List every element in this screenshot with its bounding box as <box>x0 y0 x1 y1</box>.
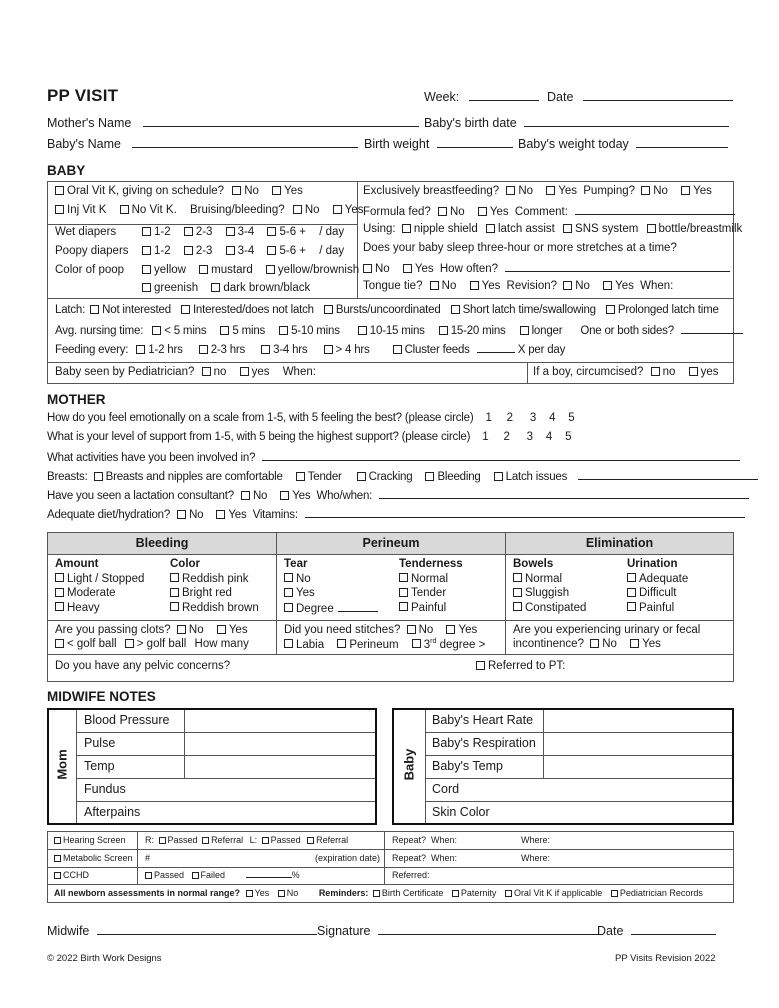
poopy-2-3-checkbox[interactable] <box>184 246 193 255</box>
tenderness-painful-checkbox[interactable] <box>399 602 408 611</box>
poop-yellow-brownish-checkbox[interactable] <box>266 265 275 274</box>
circumcised-yes-checkbox[interactable] <box>689 367 698 376</box>
reminder-pediatrician-records-checkbox[interactable] <box>611 890 618 897</box>
elimination-bowels-group: Bowels Normal Sluggish Constipated <box>513 558 587 614</box>
support-5[interactable]: 5 <box>565 431 572 443</box>
footer-date-field[interactable] <box>597 924 716 938</box>
metabolic-expiration-label: (expiration date) <box>315 853 381 863</box>
oral-vitk-row: Oral Vit K, giving on schedule? No Yes <box>55 185 303 197</box>
baby-respiration-input[interactable] <box>545 734 731 754</box>
poop-color-options-row2: greenish dark brown/black <box>142 282 310 294</box>
clots-row: Are you passing clots? No Yes <box>55 624 248 636</box>
breastfeeding-no-checkbox[interactable] <box>506 186 515 195</box>
cluster-count-input[interactable] <box>477 342 515 353</box>
poop-color-label: Color of poop <box>55 264 125 276</box>
hearing-r-passed-checkbox[interactable] <box>159 837 166 844</box>
pediatrician-yes-checkbox[interactable] <box>240 367 249 376</box>
reminder-oral-vitk-checkbox[interactable] <box>505 890 512 897</box>
perineum-tenderness-group: Tenderness Normal Tender Painful <box>399 558 463 614</box>
stitches-labia-checkbox[interactable] <box>284 639 293 648</box>
wet-1-2-checkbox[interactable] <box>142 227 151 236</box>
birth-weight-label: Birth weight <box>364 137 430 151</box>
reminder-paternity-checkbox[interactable] <box>452 890 459 897</box>
breasts-bleeding-checkbox[interactable] <box>425 472 434 481</box>
week-label: Week: <box>424 90 460 104</box>
footer-date-label: Date <box>597 924 624 938</box>
wet-diapers-label: Wet diapers <box>55 226 117 238</box>
oral-vitk-yes-checkbox[interactable] <box>272 186 281 195</box>
mom-temp-input[interactable] <box>186 757 374 777</box>
oral-vitk-checkbox[interactable] <box>55 186 64 195</box>
breastfeeding-yes-checkbox[interactable] <box>546 186 555 195</box>
clot-large-checkbox[interactable] <box>125 639 134 648</box>
support-scale-row: What is your level of support from 1-5, with 5 being the highest support? (please circle) 1 2 3 4 5 <box>47 431 572 443</box>
urination-adequate-checkbox[interactable] <box>627 573 636 582</box>
breasts-cracking-checkbox[interactable] <box>357 472 366 481</box>
wet-diapers-options: 1-2 2-3 3-4 5-6 + / day <box>142 226 344 238</box>
cluster-feeds-checkbox[interactable] <box>393 345 402 354</box>
poop-mustard-checkbox[interactable] <box>199 265 208 274</box>
poopy-3-4-checkbox[interactable] <box>226 246 235 255</box>
babys-name-field[interactable] <box>47 137 358 151</box>
tear-no-checkbox[interactable] <box>284 573 293 582</box>
signature-label: Signature <box>317 924 371 938</box>
poopy-diapers-options: 1-2 2-3 3-4 5-6 + / day <box>142 245 344 257</box>
tear-yes-checkbox[interactable] <box>284 588 293 597</box>
diet-no-checkbox[interactable] <box>177 510 186 519</box>
revision-text: PP Visits Revision 2022 <box>615 953 716 964</box>
date-label: Date <box>547 90 574 104</box>
urination-difficult-checkbox[interactable] <box>627 588 636 597</box>
baby-row-skin-color: Skin Color <box>432 805 490 819</box>
wet-3-4-checkbox[interactable] <box>226 227 235 236</box>
no-vitk-checkbox[interactable] <box>120 205 129 214</box>
latch-prolonged-checkbox[interactable] <box>606 305 615 314</box>
sleep-yes-checkbox[interactable] <box>403 264 412 273</box>
metabolic-screen-checkbox[interactable] <box>54 855 61 862</box>
poopy-1-2-checkbox[interactable] <box>142 246 151 255</box>
hearing-r-referral-checkbox[interactable] <box>202 837 209 844</box>
feeding-1-2-checkbox[interactable] <box>136 345 145 354</box>
hearing-screen-checkbox[interactable] <box>54 837 61 844</box>
nursing-15-20-checkbox[interactable] <box>439 326 448 335</box>
emotional-2[interactable]: 2 <box>506 412 513 424</box>
tongue-tie-yes-checkbox[interactable] <box>470 281 479 290</box>
metabolic-where-label: Where: <box>521 853 551 863</box>
cchd-failed-checkbox[interactable] <box>192 872 199 879</box>
urination-painful-checkbox[interactable] <box>627 602 636 611</box>
breasts-tender-checkbox[interactable] <box>296 472 305 481</box>
tongue-tie-row: Tongue tie? No Yes Revision? No Yes When: <box>363 280 674 292</box>
mom-row-blood-pressure: Blood Pressure <box>84 713 170 727</box>
mothers-name-field[interactable] <box>47 116 419 130</box>
babys-weight-today-label: Baby's weight today <box>518 137 629 151</box>
diet-row: Adequate diet/hydration? No Yes Vitamins: <box>47 507 745 521</box>
hearing-results-cell: R: Passed Referral L: Passed Referral <box>145 835 349 845</box>
sleep-question: Does your baby sleep three-hour or more stretches at a time? <box>363 242 677 254</box>
feeding-gt4-checkbox[interactable] <box>324 345 333 354</box>
bruising-yes-checkbox[interactable] <box>333 205 342 214</box>
bruising-no-checkbox[interactable] <box>293 205 302 214</box>
mothers-name-label: Mother's Name <box>47 116 132 130</box>
poopy-diapers-label: Poopy diapers <box>55 245 129 257</box>
nursing-5-checkbox[interactable] <box>220 326 229 335</box>
emotional-1[interactable]: 1 <box>485 412 492 424</box>
formula-no-checkbox[interactable] <box>438 207 447 216</box>
sleep-no-checkbox[interactable] <box>363 264 372 273</box>
mom-row-fundus: Fundus <box>84 782 126 796</box>
stitches-no-checkbox[interactable] <box>407 625 416 634</box>
bowels-normal-checkbox[interactable] <box>513 573 522 582</box>
emotional-scale-row: How do you feel emotionally on a scale from 1-5, with 5 feeling the best? (please circle) 1 2 3 4 5 <box>47 412 575 424</box>
tear-degree-checkbox[interactable] <box>284 603 293 612</box>
baby-row-heart-rate: Baby's Heart Rate <box>432 713 534 727</box>
nipple-shield-checkbox[interactable] <box>402 224 411 233</box>
copyright-text: © 2022 Birth Work Designs <box>47 953 162 964</box>
metabolic-screen-cell: Metabolic Screen <box>54 853 133 863</box>
cchd-percent-input[interactable] <box>246 870 292 878</box>
support-2[interactable]: 2 <box>503 431 510 443</box>
latch-row: Latch: Not interested Interested/does not latch Bursts/uncoordinated Short latch time/swallowing Prolonged latch time <box>55 304 719 316</box>
formula-comment-input[interactable] <box>575 204 735 215</box>
normal-range-row: All newborn assessments in normal range? Yes No Reminders: Birth Certificate Paternity Oral Vit K if applicable Pediatrician Records <box>54 888 703 898</box>
bleeding-reddish-brown-checkbox[interactable] <box>170 602 179 611</box>
lactation-row: Have you seen a lactation consultant? No Yes Who/when: <box>47 488 749 502</box>
vitamins-input[interactable] <box>305 507 745 518</box>
tenderness-tender-checkbox[interactable] <box>399 588 408 597</box>
sns-system-checkbox[interactable] <box>563 224 572 233</box>
clot-size-row: < golf ball > golf ball How many <box>55 638 249 650</box>
pumping-yes-checkbox[interactable] <box>681 186 690 195</box>
nursing-5-10-checkbox[interactable] <box>279 326 288 335</box>
using-row: Using: nipple shield latch assist SNS system bottle/breastmilk <box>363 223 743 235</box>
revision-yes-checkbox[interactable] <box>603 281 612 290</box>
lactation-yes-checkbox[interactable] <box>280 491 289 500</box>
elimination-header: Elimination <box>506 533 733 554</box>
midwife-notes-title: MIDWIFE NOTES <box>47 689 156 704</box>
hearing-when-label: When: <box>431 835 458 845</box>
poop-dark-brown-checkbox[interactable] <box>211 283 220 292</box>
tongue-tie-no-checkbox[interactable] <box>430 281 439 290</box>
incontinence-row: incontinence? No Yes <box>513 638 661 650</box>
emotional-4[interactable]: 4 <box>549 412 556 424</box>
week-field[interactable] <box>424 90 539 104</box>
inj-vitk-row: Inj Vit K No Vit K. Bruising/bleeding? No Yes <box>55 204 364 216</box>
referred-pt-checkbox[interactable] <box>476 661 485 670</box>
feeding-2-3-checkbox[interactable] <box>199 345 208 354</box>
stitches-perineum-checkbox[interactable] <box>337 639 346 648</box>
mom-pulse-input[interactable] <box>186 734 374 754</box>
pediatrician-no-checkbox[interactable] <box>202 367 211 376</box>
bleeding-header: Bleeding <box>48 533 276 554</box>
normal-range-no-checkbox[interactable] <box>278 890 285 897</box>
baby-row-cord: Cord <box>432 782 460 796</box>
bleeding-light-checkbox[interactable] <box>55 573 64 582</box>
sleep-row: No Yes How often? <box>363 261 730 275</box>
breasts-comfortable-checkbox[interactable] <box>94 472 103 481</box>
breasts-latch-issues-checkbox[interactable] <box>494 472 503 481</box>
cchd-referred-label: Referred: <box>392 870 430 880</box>
lactation-who-input[interactable] <box>379 488 749 499</box>
babys-birth-date-field[interactable] <box>424 116 729 130</box>
clot-small-checkbox[interactable] <box>55 639 64 648</box>
latch-short-checkbox[interactable] <box>451 305 460 314</box>
nursing-lt5-checkbox[interactable] <box>152 326 161 335</box>
mom-row-pulse: Pulse <box>84 736 116 750</box>
bleeding-heavy-checkbox[interactable] <box>55 602 64 611</box>
hearing-screen-cell: Hearing Screen <box>54 835 126 845</box>
clots-yes-checkbox[interactable] <box>217 625 226 634</box>
support-3[interactable]: 3 <box>526 431 533 443</box>
incontinence-yes-checkbox[interactable] <box>630 639 639 648</box>
bowels-sluggish-checkbox[interactable] <box>513 588 522 597</box>
mother-section-title: MOTHER <box>47 392 106 407</box>
stitches-location-row: Labia Perineum 3rd degree > <box>284 638 485 651</box>
inj-vitk-checkbox[interactable] <box>55 205 64 214</box>
formula-yes-checkbox[interactable] <box>478 207 487 216</box>
oral-vitk-no-checkbox[interactable] <box>232 186 241 195</box>
mom-row-afterpains: Afterpains <box>84 805 141 819</box>
circumcised-no-checkbox[interactable] <box>651 367 660 376</box>
breastfeeding-row: Exclusively breastfeeding? No Yes Pumping? No Yes <box>363 185 712 197</box>
signature-field[interactable] <box>317 924 598 938</box>
poop-greenish-checkbox[interactable] <box>142 283 151 292</box>
latch-assist-checkbox[interactable] <box>486 224 495 233</box>
bleeding-color-group: Color Reddish pink Bright red Reddish brown <box>170 558 259 614</box>
support-1[interactable]: 1 <box>482 431 489 443</box>
clots-no-checkbox[interactable] <box>177 625 186 634</box>
nursing-longer-checkbox[interactable] <box>520 326 529 335</box>
mom-row-temp: Temp <box>84 759 115 773</box>
perineum-header: Perineum <box>277 533 505 554</box>
formula-row: Formula fed? No Yes Comment: <box>363 204 735 218</box>
bleeding-reddish-pink-checkbox[interactable] <box>170 573 179 582</box>
latch-not-interested-checkbox[interactable] <box>90 305 99 314</box>
page-title: PP VISIT <box>47 86 119 105</box>
incontinence-question-line1: Are you experiencing urinary or fecal <box>513 624 701 636</box>
bleeding-moderate-checkbox[interactable] <box>55 588 64 597</box>
bottle-breastmilk-checkbox[interactable] <box>647 224 656 233</box>
emotional-5[interactable]: 5 <box>568 412 575 424</box>
stitches-row: Did you need stitches? No Yes <box>284 624 478 636</box>
tear-degree-input[interactable] <box>338 601 378 612</box>
circumcised-row: If a boy, circumcised? no yes <box>533 366 719 378</box>
mom-side-label: Mom <box>54 749 70 780</box>
pumping-no-checkbox[interactable] <box>641 186 650 195</box>
poop-yellow-checkbox[interactable] <box>142 265 151 274</box>
cchd-results-cell: Passed Failed % <box>145 870 300 880</box>
feeding-3-4-checkbox[interactable] <box>261 345 270 354</box>
nursing-time-row: Avg. nursing time: < 5 mins 5 mins 5-10 mins 10-15 mins 15-20 mins longer One or both sides? <box>55 323 743 337</box>
breasts-notes-input[interactable] <box>578 469 758 480</box>
diet-yes-checkbox[interactable] <box>216 510 225 519</box>
hearing-l-passed-checkbox[interactable] <box>262 837 269 844</box>
bleeding-bright-red-checkbox[interactable] <box>170 588 179 597</box>
poopy-5-6-checkbox[interactable] <box>267 246 276 255</box>
metabolic-hash-label: # <box>145 853 151 863</box>
stitches-yes-checkbox[interactable] <box>446 625 455 634</box>
feeding-every-row: Feeding every: 1-2 hrs 2-3 hrs 3-4 hrs > 4 hrs Cluster feeds X per day <box>55 344 566 356</box>
normal-range-yes-checkbox[interactable] <box>246 890 253 897</box>
date-field[interactable] <box>547 90 733 104</box>
perineum-tear-group: Tear No Yes Degree <box>284 557 378 616</box>
hearing-where-label: Where: <box>521 835 551 845</box>
breasts-row: Breasts: Breasts and nipples are comfortable Tender Cracking Bleeding Latch issues <box>47 469 758 483</box>
bleeding-amount-group: Amount Light / Stopped Moderate Heavy <box>55 558 145 614</box>
revision-no-checkbox[interactable] <box>563 281 572 290</box>
lactation-no-checkbox[interactable] <box>241 491 250 500</box>
support-4[interactable]: 4 <box>545 431 553 443</box>
pediatrician-row: Baby seen by Pediatrician? no yes When: <box>55 366 316 378</box>
elimination-urination-group: Urination Adequate Difficult Painful <box>627 558 689 614</box>
bowels-constipated-checkbox[interactable] <box>513 602 522 611</box>
emotional-3[interactable]: 3 <box>529 412 537 424</box>
baby-side-label: Baby <box>401 748 417 781</box>
cchd-cell: CCHD <box>54 870 89 880</box>
sleep-how-often-input[interactable] <box>505 261 730 272</box>
hearing-l-referral-checkbox[interactable] <box>307 837 314 844</box>
metabolic-repeat-label: Repeat? <box>392 853 427 863</box>
latch-bursts-checkbox[interactable] <box>324 305 333 314</box>
activities-input[interactable] <box>262 450 740 461</box>
cchd-passed-checkbox[interactable] <box>145 872 152 879</box>
incontinence-no-checkbox[interactable] <box>590 639 599 648</box>
nursing-10-15-checkbox[interactable] <box>358 326 367 335</box>
baby-heart-rate-input[interactable] <box>545 711 731 731</box>
midwife-label: Midwife <box>47 924 90 938</box>
babys-name-label: Baby's Name <box>47 137 121 151</box>
pelvic-concerns-label: Do you have any pelvic concerns? <box>55 660 231 672</box>
babys-birth-date-label: Baby's birth date <box>424 116 517 130</box>
babys-weight-today-field[interactable] <box>518 137 728 151</box>
mom-blood-pressure-input[interactable] <box>186 711 374 731</box>
activities-row: What activities have you been involved in? <box>47 450 740 464</box>
referred-pt-row: Referred to PT: <box>476 660 565 672</box>
latch-does-not-latch-checkbox[interactable] <box>181 305 190 314</box>
baby-row-temp: Baby's Temp <box>432 759 503 773</box>
poop-color-options-row1: yellow mustard yellow/brownish <box>142 264 359 276</box>
midwife-field[interactable] <box>47 924 317 938</box>
wet-5-6-checkbox[interactable] <box>267 227 276 236</box>
stitches-third-degree-checkbox[interactable] <box>412 639 421 648</box>
metabolic-when-label: When: <box>431 853 458 863</box>
birth-weight-field[interactable] <box>364 137 513 151</box>
cchd-checkbox[interactable] <box>54 872 61 879</box>
baby-temp-input[interactable] <box>545 757 731 777</box>
hearing-repeat-label: Repeat? <box>392 835 427 845</box>
baby-row-respiration: Baby's Respiration <box>432 736 536 750</box>
reminder-birth-certificate-checkbox[interactable] <box>373 890 380 897</box>
tenderness-normal-checkbox[interactable] <box>399 573 408 582</box>
baby-section-title: BABY <box>47 163 86 178</box>
wet-2-3-checkbox[interactable] <box>184 227 193 236</box>
sides-input[interactable] <box>681 323 743 334</box>
